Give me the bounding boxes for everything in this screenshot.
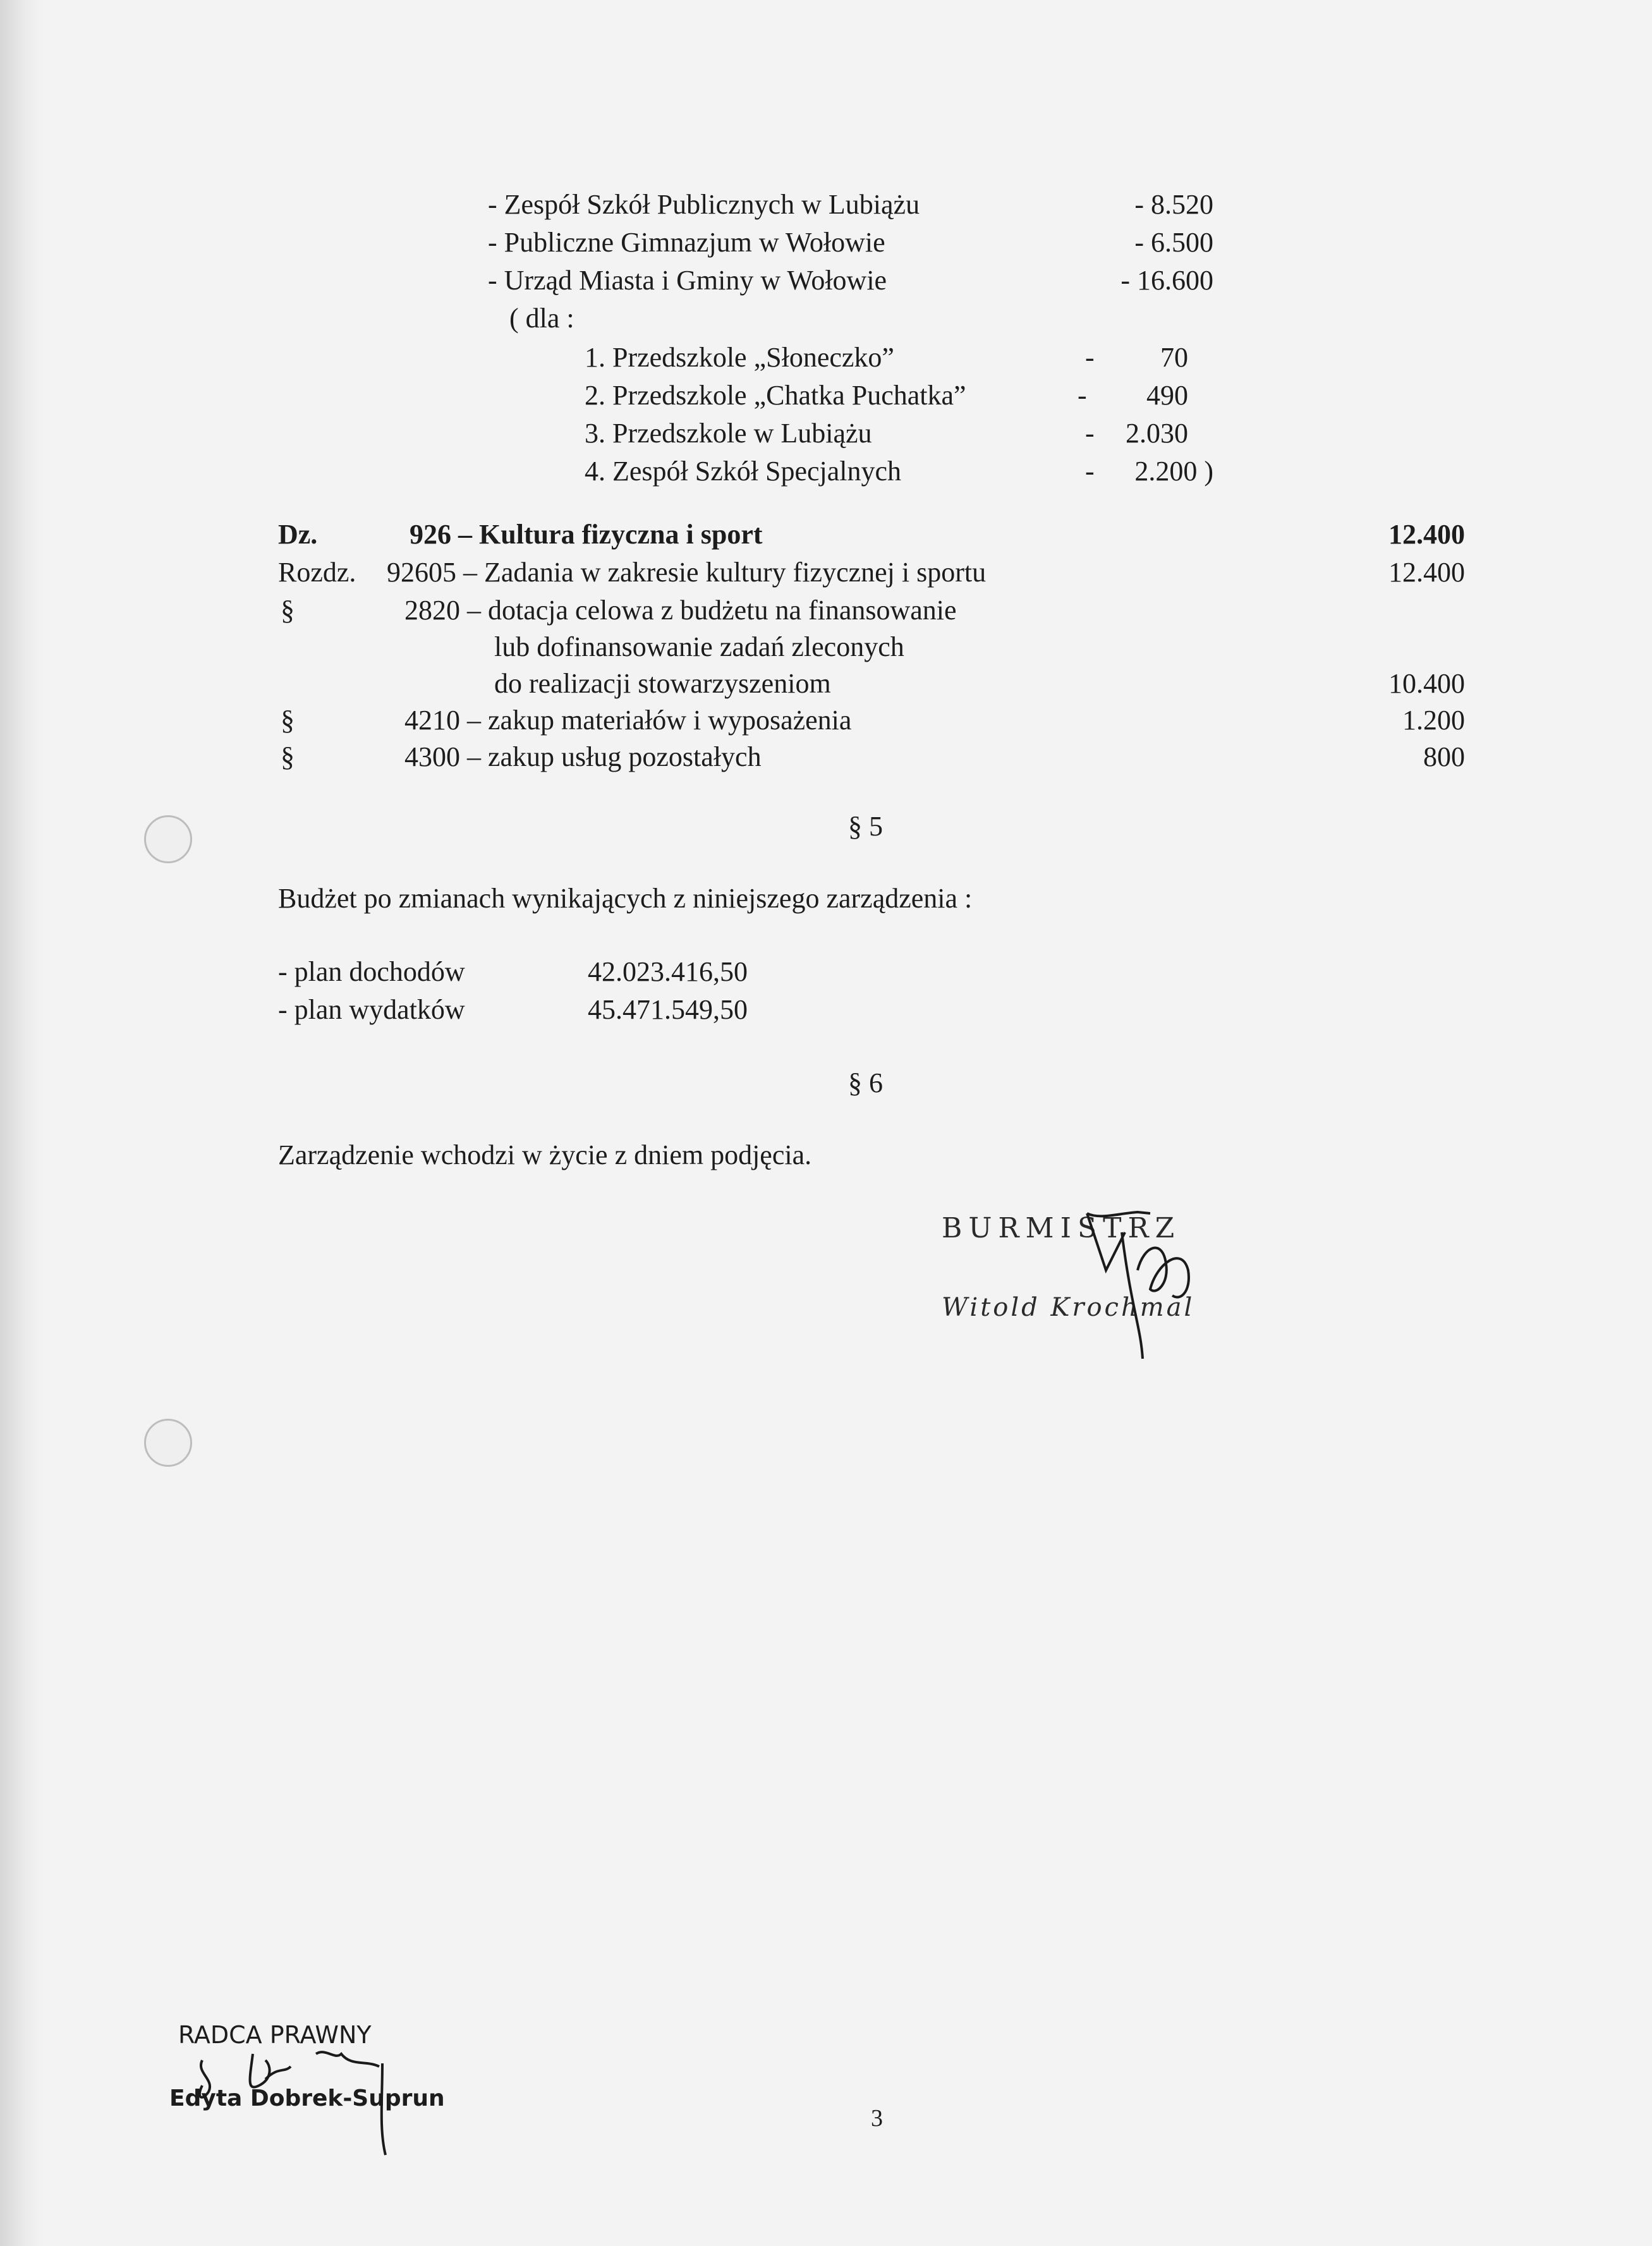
entity-amount-1: - 8.520 bbox=[1134, 189, 1213, 220]
dla-item-label-4: 4. Zespół Szkół Specjalnych bbox=[585, 456, 902, 487]
scan-edge-shadow bbox=[0, 0, 44, 2246]
dla-item-label-2: 2. Przedszkole „Chatka Puchatka” bbox=[585, 380, 966, 411]
section5-intro: Budżet po zmianach wynikających z niniejszego zarządzenia : bbox=[278, 883, 973, 914]
section5-heading: § 5 bbox=[848, 811, 883, 842]
radca-stamp-title: RADCA PRAWNY bbox=[178, 2021, 372, 2049]
rozdzial-amount: 12.400 bbox=[1388, 557, 1465, 588]
page-number: 3 bbox=[871, 2105, 883, 2132]
dzial-prefix: Dz. bbox=[278, 519, 318, 550]
radca-signature bbox=[190, 2041, 455, 2168]
entity-label-2: - Publiczne Gimnazjum w Wołowie bbox=[488, 227, 885, 258]
dla-item-amount-3: 2.030 bbox=[1126, 418, 1188, 449]
paragraph-line-1-2: lub dofinansowanie zadań zleconych bbox=[494, 631, 904, 662]
paragraph-line-1-1: 2820 – dotacja celowa z budżetu na finansowanie bbox=[404, 595, 957, 626]
radca-stamp-name: Edyta Dobrek-Suprun bbox=[169, 2085, 445, 2111]
section6-heading: § 6 bbox=[848, 1067, 883, 1098]
paragraph-amount-3: 800 bbox=[1423, 741, 1465, 772]
dla-item-amount-4: 2.200 ) bbox=[1134, 456, 1213, 487]
dla-item-dash-4: - bbox=[1085, 456, 1095, 487]
paragraph-symbol-1: § bbox=[281, 595, 295, 626]
burmistrz-signature bbox=[1062, 1194, 1220, 1384]
burmistrz-stamp-title: BURMISTRZ bbox=[942, 1212, 1181, 1244]
paragraph-line-2-1: 4210 – zakup materiałów i wyposażenia bbox=[404, 705, 852, 736]
dla-label: ( dla : bbox=[509, 303, 574, 334]
section6-text: Zarządzenie wchodzi w życie z dniem podjęcia. bbox=[278, 1139, 812, 1170]
punch-hole-bottom bbox=[144, 1419, 192, 1467]
dla-item-label-1: 1. Przedszkole „Słoneczko” bbox=[585, 342, 894, 373]
dzial-amount: 12.400 bbox=[1388, 519, 1465, 550]
dzial-title: 926 – Kultura fizyczna i sport bbox=[410, 519, 763, 550]
entity-amount-3: - 16.600 bbox=[1121, 265, 1213, 296]
section5-row-label-2: - plan wydatków bbox=[278, 994, 465, 1025]
section5-row-value-1: 42.023.416,50 bbox=[588, 956, 748, 987]
paragraph-symbol-3: § bbox=[281, 741, 295, 772]
dla-item-dash-1: - bbox=[1085, 342, 1095, 373]
rozdzial-title: 92605 – Zadania w zakresie kultury fizycznej i sportu bbox=[387, 557, 987, 588]
dla-item-amount-2: 490 bbox=[1146, 380, 1188, 411]
section5-row-label-1: - plan dochodów bbox=[278, 956, 465, 987]
entity-label-3: - Urząd Miasta i Gminy w Wołowie bbox=[488, 265, 887, 296]
dla-item-dash-2: - bbox=[1078, 380, 1087, 411]
paragraph-line-3-1: 4300 – zakup usług pozostałych bbox=[404, 741, 762, 772]
dla-item-amount-1: 70 bbox=[1160, 342, 1188, 373]
rozdzial-prefix: Rozdz. bbox=[278, 557, 356, 588]
dla-item-dash-3: - bbox=[1085, 418, 1095, 449]
dla-item-label-3: 3. Przedszkole w Lubiążu bbox=[585, 418, 872, 449]
paragraph-line-1-3: do realizacji stowarzyszeniom bbox=[494, 668, 831, 699]
punch-hole-top bbox=[144, 815, 192, 863]
entity-label-1: - Zespół Szkół Publicznych w Lubiążu bbox=[488, 189, 920, 220]
burmistrz-stamp-name: Witold Krochmal bbox=[942, 1293, 1195, 1322]
entity-amount-2: - 6.500 bbox=[1134, 227, 1213, 258]
paragraph-amount-2: 1.200 bbox=[1402, 705, 1465, 736]
section5-row-value-2: 45.471.549,50 bbox=[588, 994, 748, 1025]
paragraph-symbol-2: § bbox=[281, 705, 295, 736]
paragraph-amount-1: 10.400 bbox=[1388, 668, 1465, 699]
